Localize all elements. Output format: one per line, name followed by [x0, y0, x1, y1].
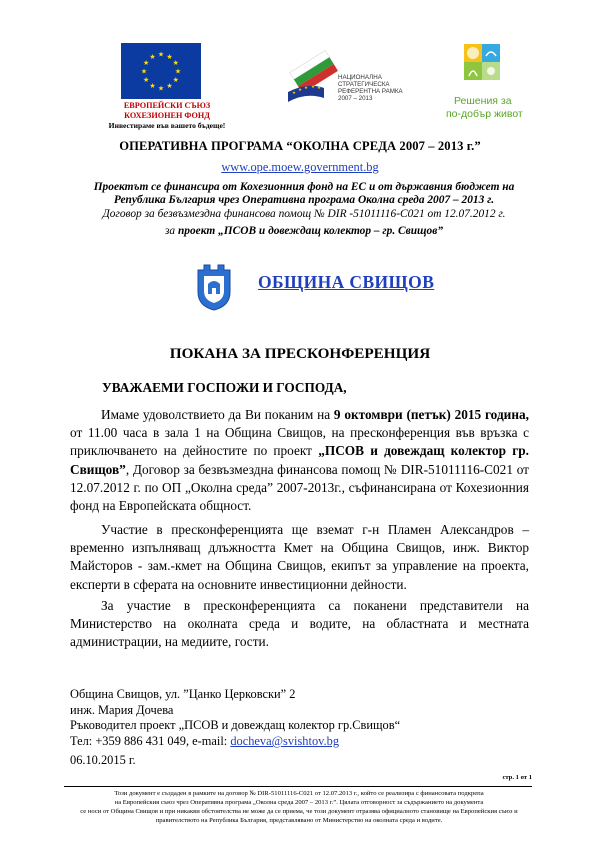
project-line [44, 225, 564, 238]
svg-text:★: ★ [317, 86, 322, 91]
svg-text:★: ★ [304, 86, 309, 91]
programme-title: ОПЕРАТИВНА ПРОГРАМА “ОКОЛНА СРЕДА 2007 – 2013 г.” [119, 139, 481, 153]
contact-phone: Тел: +359 886 431 049, e-mail: [70, 734, 231, 748]
nsrf-text-line: РЕФЕРЕНТНА РАМКА [338, 88, 403, 95]
contact-person: инж. Мария Дочева [70, 703, 174, 717]
solutions-text-line: по-добър живот [446, 108, 523, 120]
greeting: УВАЖАЕМИ ГОСПОЖИ И ГОСПОДА, [102, 380, 347, 395]
event-date: 9 октомври (петък) 2015 година, [333, 407, 529, 422]
paragraph-2 [70, 521, 529, 599]
eu-stars-icon [121, 43, 201, 99]
nsrf-text-line: СТРАТЕГИЧЕСКА [338, 81, 390, 88]
contact-role: Ръководител проект „ПСОВ и довеждащ колектор гр.Свищов“ [70, 718, 401, 732]
svg-text:★: ★ [149, 82, 156, 91]
svg-text:★: ★ [157, 84, 165, 93]
footer-disclaimer-line: на Европейския съюз чрез Оперативна програма „Околна среда 2007 – 2013 г.”. Цялата отговорност за съдържанието на документа [114, 799, 484, 806]
solutions-text-line: Решения за [454, 95, 512, 107]
svg-text:★: ★ [174, 67, 182, 76]
svg-text:★: ★ [298, 88, 303, 93]
svg-text:★: ★ [166, 52, 173, 61]
eu-flag-logo [121, 43, 201, 99]
p1-text: от 11.00 часа в зала 1 на Община Свищов, на пресконференция във връзка с приключването на дейностите по проект [70, 425, 529, 459]
svg-text:★: ★ [143, 76, 150, 84]
page-number: стр. 1 от 1 [502, 774, 532, 781]
p1-text: Имаме удоволствието да Ви поканим на [101, 407, 334, 422]
svg-text:★: ★ [143, 59, 150, 67]
programme-website-link[interactable]: www.ope.moew.government.bg [221, 160, 379, 174]
participants-text: Участие в пресконференцията ще вземат г-н Пламен Александров – временно изпълняващ длъжността Кмет на Община Свищов, инж. Виктор Майсторов - зам.-кмет на Община Свищов, екипът за управление на проекта, експерти в сферата на основните инвестиционни дейности. [70, 522, 529, 592]
eu-caption-line: КОХЕЗИОНЕН ФОНД [124, 110, 210, 120]
eu-caption-line: Инвестираме във вашето бъдеще! [108, 120, 226, 130]
svg-text:★: ★ [311, 85, 316, 90]
financing-line: Република България чрез Оперативна програма Околна среда 2007 – 2013 г. [113, 194, 495, 206]
p1-text: , Договор за безвъзмездна финансова помощ № DIR-51011116-C021 от 12.07.2012 г. по ОП „Околна среда” 2007-2013г., съфинансирана от Кохезионния фонд на Европейската общност. [70, 461, 529, 514]
project-name: проект „ПСОВ и довеждащ колектор – гр. Свищов” [177, 225, 444, 237]
footer-disclaimer-line: Този документ е създаден в рамките на договор № DIR-51011116-C021 от 12.07.2013 г., който се реализира с финансовата подкрепа [114, 790, 484, 797]
project-prefix: за [164, 225, 178, 237]
solutions-icon [440, 36, 540, 134]
coat-of-arms-icon [194, 262, 234, 312]
contact-phone-email [70, 734, 339, 750]
nsrf-text-line: 2007 – 2013 [338, 95, 373, 102]
financing-line: Проектът се финансира от Кохезионния фонд на ЕС и от държавния бюджет на [93, 181, 515, 193]
eu-caption-line: ЕВРОПЕЙСКИ СЪЮЗ [123, 101, 211, 110]
document-date: 06.10.2015 г. [70, 753, 136, 767]
contact-address: Община Свищов, ул. ”Цанко Церковски” 2 [70, 687, 296, 701]
project-title-bold: „ПСОВ и довеждащ колектор гр. Свищов” [70, 443, 529, 477]
svg-text:★: ★ [172, 59, 179, 67]
svg-text:★: ★ [292, 91, 297, 96]
footer-disclaimer-line: се носи от Община Свищов и при никакви обстоятелства не може да се приема, че този документ отразява официалното становище на Европейския съюз и правителството на Република България, представлявано от Министерство на околната среда и водите. [80, 808, 518, 825]
svg-text:★: ★ [157, 50, 165, 59]
svg-text:★: ★ [149, 52, 156, 61]
nsrf-flag-icon [284, 42, 403, 108]
nsrf-logo [284, 42, 403, 108]
svg-text:★: ★ [172, 76, 179, 84]
paragraph-1 [70, 406, 529, 521]
invitation-title: ПОКАНА ЗА ПРЕСКОНФЕРЕНЦИЯ [169, 345, 431, 362]
contact-email-link[interactable]: docheva@svishtov.bg [230, 734, 340, 748]
municipality-name: ОБЩИНА СВИЩОВ [258, 272, 435, 292]
svg-text:★: ★ [166, 82, 173, 91]
contract-line: Договор за безвъзмездна финансова помощ № DIR -51011116-C021 от 12.07.2012 г. [102, 208, 506, 220]
nsrf-text-line: НАЦИОНАЛНА [338, 74, 382, 81]
invitees-text: За участие в пресконференцията са поканени представители на Министерство на околната среда и водите, на областната и местната администрации, на медиите, гости. [70, 598, 529, 650]
solutions-logo [440, 36, 540, 134]
eu-caption [92, 101, 242, 130]
footer-divider [64, 786, 532, 787]
svg-text:★: ★ [140, 67, 148, 76]
paragraph-3 [70, 597, 529, 657]
